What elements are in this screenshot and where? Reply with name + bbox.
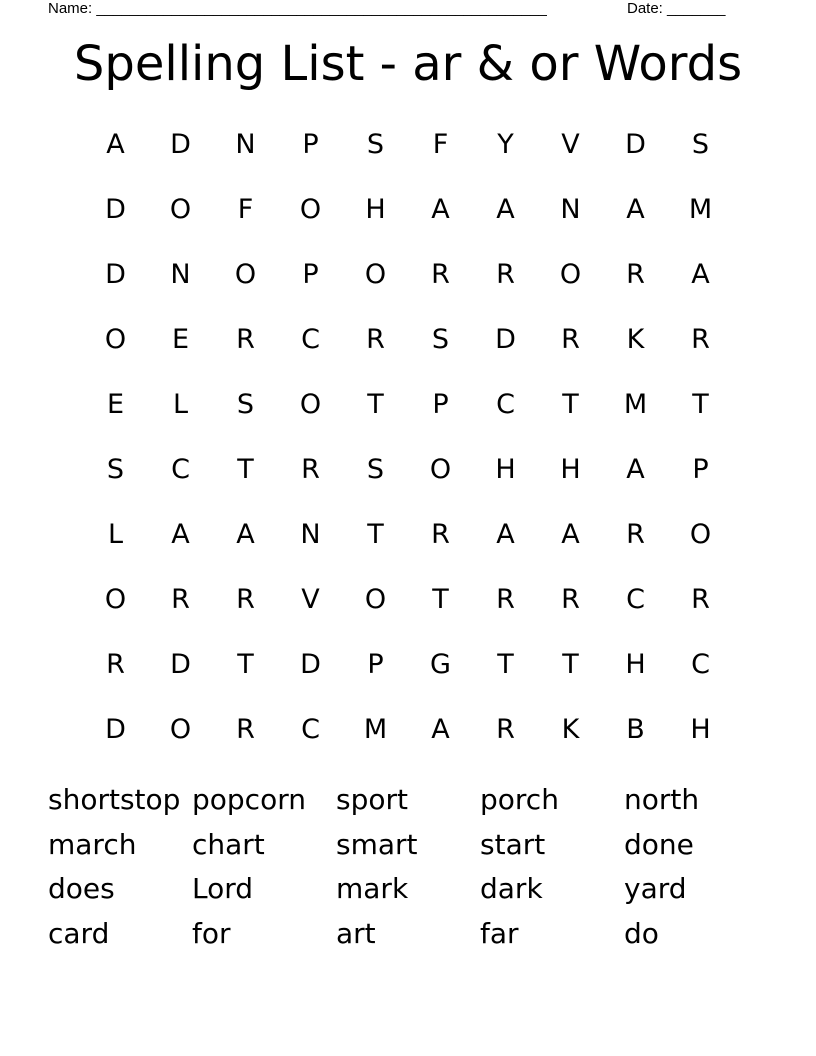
grid-letter: R bbox=[171, 584, 190, 615]
word-list-item: chart bbox=[192, 827, 265, 861]
grid-letter: Y bbox=[497, 129, 514, 160]
grid-letter: N bbox=[300, 519, 321, 550]
grid-letter: H bbox=[625, 649, 646, 680]
grid-letter: R bbox=[496, 714, 515, 745]
grid-letter: O bbox=[169, 714, 192, 745]
grid-letter: M bbox=[688, 194, 713, 225]
grid-letter: K bbox=[626, 324, 645, 355]
grid-letter: A bbox=[496, 194, 515, 225]
grid-letter: O bbox=[299, 194, 322, 225]
word-list-item: far bbox=[480, 916, 519, 950]
grid-letter: T bbox=[497, 649, 514, 680]
grid-letter: N bbox=[235, 129, 256, 160]
grid-letter: R bbox=[496, 584, 515, 615]
grid-letter: D bbox=[170, 649, 191, 680]
grid-letter: O bbox=[689, 519, 712, 550]
word-list-item: for bbox=[192, 916, 231, 950]
word-list-item: yard bbox=[624, 872, 687, 905]
grid-letter: N bbox=[560, 194, 581, 225]
grid-letter: C bbox=[496, 389, 515, 420]
word-list-item: dark bbox=[480, 872, 543, 905]
word-list-item: art bbox=[336, 916, 376, 950]
grid-letter: N bbox=[170, 259, 191, 290]
grid-letter: T bbox=[237, 649, 254, 680]
grid-letter: O bbox=[104, 584, 127, 615]
word-list-item: done bbox=[624, 827, 694, 861]
grid-letter: R bbox=[106, 649, 125, 680]
grid-letter: O bbox=[364, 259, 387, 290]
grid-letter: M bbox=[623, 389, 648, 420]
letter-grid bbox=[83, 112, 733, 762]
grid-letter: T bbox=[562, 649, 579, 680]
grid-letter: T bbox=[367, 519, 384, 550]
grid-letter: A bbox=[626, 194, 645, 225]
grid-letter: R bbox=[366, 324, 385, 355]
word-list bbox=[48, 778, 768, 956]
word-list-item: north bbox=[624, 783, 700, 816]
grid-letter: C bbox=[301, 324, 320, 355]
grid-letter: H bbox=[690, 714, 711, 745]
grid-letter: D bbox=[105, 194, 126, 225]
grid-letter: O bbox=[559, 259, 582, 290]
grid-letter: R bbox=[561, 584, 580, 615]
grid-letter: D bbox=[105, 259, 126, 290]
grid-letter: A bbox=[106, 129, 125, 160]
word-list-item: mark bbox=[336, 872, 409, 905]
grid-letter: E bbox=[106, 389, 125, 420]
word-list-item: do bbox=[624, 916, 659, 950]
grid-letter: A bbox=[691, 259, 710, 290]
grid-letter: P bbox=[432, 389, 449, 420]
grid-letter: S bbox=[366, 454, 385, 485]
grid-letter: S bbox=[431, 324, 450, 355]
word-list-item: card bbox=[48, 916, 110, 950]
grid-letter: R bbox=[236, 324, 255, 355]
grid-letter: R bbox=[236, 584, 255, 615]
word-list-item: Lord bbox=[192, 872, 254, 905]
grid-letter: A bbox=[431, 714, 450, 745]
grid-letter: T bbox=[237, 454, 254, 485]
grid-letter: D bbox=[300, 649, 321, 680]
page-title: Spelling List - ar & or Words bbox=[73, 36, 743, 92]
word-list-item: sport bbox=[336, 783, 408, 816]
word-list-item: march bbox=[48, 827, 137, 861]
grid-letter: D bbox=[625, 129, 646, 160]
grid-letter: T bbox=[432, 584, 449, 615]
grid-letter: T bbox=[692, 389, 709, 420]
grid-letter: A bbox=[171, 519, 190, 550]
grid-letter: R bbox=[236, 714, 255, 745]
grid-letter: R bbox=[431, 259, 450, 290]
grid-letter: P bbox=[302, 129, 319, 160]
grid-letter: F bbox=[432, 129, 449, 160]
grid-letter: O bbox=[169, 194, 192, 225]
grid-letter: P bbox=[692, 454, 709, 485]
grid-letter: V bbox=[561, 129, 580, 160]
grid-letter: C bbox=[626, 584, 645, 615]
grid-letter: P bbox=[367, 649, 384, 680]
grid-letter: K bbox=[561, 714, 580, 745]
grid-letter: L bbox=[172, 389, 189, 420]
grid-letter: R bbox=[691, 324, 710, 355]
grid-letter: O bbox=[429, 454, 452, 485]
grid-letter: D bbox=[495, 324, 516, 355]
word-list-item: porch bbox=[480, 783, 559, 816]
grid-letter: A bbox=[236, 519, 255, 550]
grid-letter: H bbox=[560, 454, 581, 485]
name-field: Name: ______________________________________________________ bbox=[48, 0, 547, 17]
grid-letter: O bbox=[299, 389, 322, 420]
grid-letter: A bbox=[431, 194, 450, 225]
grid-letter: A bbox=[496, 519, 515, 550]
grid-letter: V bbox=[301, 584, 320, 615]
word-list-item: smart bbox=[336, 827, 418, 861]
grid-letter: O bbox=[104, 324, 127, 355]
grid-letter: R bbox=[626, 259, 645, 290]
grid-letter: L bbox=[107, 519, 124, 550]
word-list-item: shortstop bbox=[48, 783, 181, 816]
grid-letter: C bbox=[171, 454, 190, 485]
grid-letter: P bbox=[302, 259, 319, 290]
date-field: Date: _______ bbox=[627, 0, 726, 17]
grid-letter: C bbox=[301, 714, 320, 745]
grid-letter: H bbox=[365, 194, 386, 225]
grid-letter: A bbox=[626, 454, 645, 485]
grid-letter: R bbox=[496, 259, 515, 290]
grid-letter: S bbox=[106, 454, 125, 485]
word-list-item: does bbox=[48, 872, 115, 905]
header-line bbox=[48, 0, 748, 18]
grid-letter: O bbox=[234, 259, 257, 290]
grid-letter: E bbox=[171, 324, 190, 355]
grid-letter: S bbox=[366, 129, 385, 160]
grid-letter: R bbox=[626, 519, 645, 550]
grid-letter: O bbox=[364, 584, 387, 615]
grid-letter: H bbox=[495, 454, 516, 485]
grid-letter: R bbox=[561, 324, 580, 355]
grid-letter: D bbox=[105, 714, 126, 745]
grid-letter: T bbox=[562, 389, 579, 420]
grid-letter: D bbox=[170, 129, 191, 160]
grid-letter: G bbox=[430, 649, 451, 680]
grid-letter: B bbox=[626, 714, 645, 745]
word-list-item: popcorn bbox=[192, 783, 306, 816]
grid-letter: A bbox=[561, 519, 580, 550]
word-list-item: start bbox=[480, 827, 546, 861]
grid-letter: F bbox=[237, 194, 254, 225]
grid-letter: R bbox=[431, 519, 450, 550]
grid-letter: R bbox=[691, 584, 710, 615]
grid-letter: S bbox=[236, 389, 255, 420]
grid-letter: S bbox=[691, 129, 710, 160]
grid-letter: C bbox=[691, 649, 710, 680]
grid-letter: R bbox=[301, 454, 320, 485]
grid-letter: M bbox=[363, 714, 388, 745]
grid-letter: T bbox=[367, 389, 384, 420]
